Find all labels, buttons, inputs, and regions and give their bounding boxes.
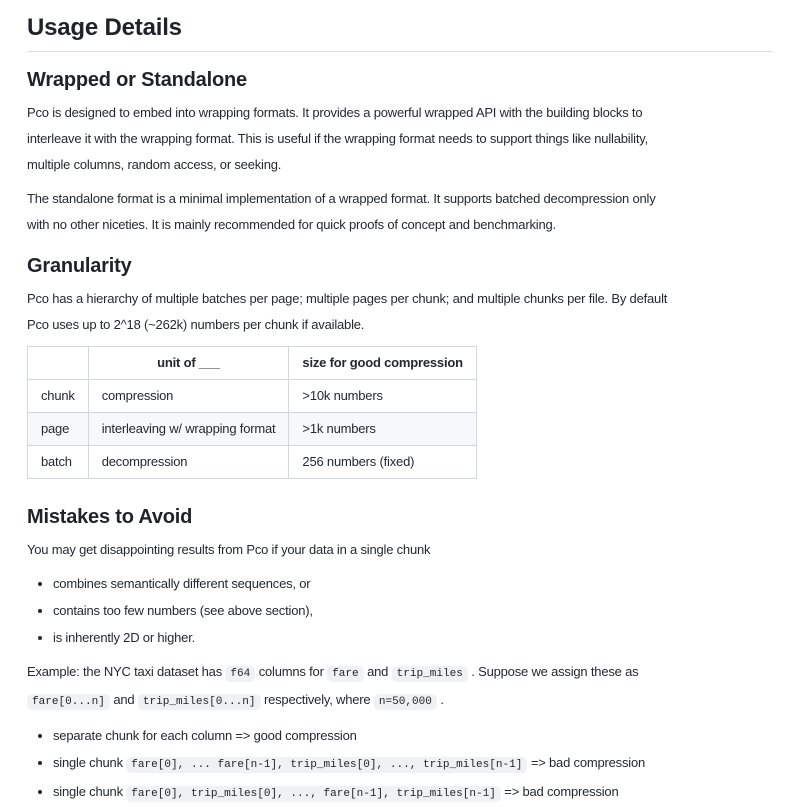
paragraph-wrapped-1 (27, 100, 773, 178)
text-line: You may get disappointing results from Pco if your data in a single chunk (27, 542, 431, 557)
paragraph-example (27, 659, 773, 715)
inline-code-interleaved-sequence-2: fare[0], trip_miles[0], ..., fare[n-1], trip_miles[n-1] (126, 786, 501, 802)
granularity-table (27, 346, 477, 479)
text-segment: Example: the NYC taxi dataset has (27, 664, 226, 679)
table-cell: decompression (88, 446, 289, 479)
mistakes-bullet-list (27, 571, 773, 651)
table-header-row (28, 347, 477, 380)
table-cell: >10k numbers (289, 380, 476, 413)
text-line: interleave it with the wrapping format. This is useful if the wrapping format needs to support things like nullability, (27, 131, 648, 146)
list-item (53, 779, 773, 807)
inline-code-trip-miles: trip_miles (392, 666, 468, 682)
text-line: multiple columns, random access, or seeking. (27, 157, 282, 172)
inline-code-interleaved-sequence-1: fare[0], ... fare[n-1], trip_miles[0], ..., trip_miles[n-1] (126, 757, 527, 773)
paragraph-mistakes-intro (27, 537, 773, 563)
table-cell: compression (88, 380, 289, 413)
list-item: • contains too few numbers (see above section), (53, 598, 773, 624)
text-segment: and (109, 692, 138, 707)
list-item: • combines semantically different sequences, or (53, 571, 773, 597)
chunk-strategy-bullet-list (27, 723, 773, 807)
table-cell: chunk (28, 380, 89, 413)
text-segment: and (363, 664, 392, 679)
table-header-cell-blank (28, 347, 89, 380)
table-cell: >1k numbers (289, 413, 476, 446)
text-line: with no other niceties. It is mainly recommended for quick proofs of concept and benchmarking. (27, 217, 556, 232)
text-line: Pco has a hierarchy of multiple batches per page; multiple pages per chunk; and multiple chunks per file. By default (27, 291, 668, 306)
text-segment: single chunk (53, 784, 127, 799)
list-item: • is inherently 2D or higher. (53, 625, 773, 651)
text-line: Pco uses up to 2^18 (~262k) numbers per chunk if available. (27, 317, 365, 332)
list-item: • separate chunk for each column => good compression (53, 723, 773, 749)
inline-code-f64: f64 (225, 666, 255, 682)
page-title: Usage Details (27, 13, 773, 52)
section-heading-mistakes-to-avoid: Mistakes to Avoid (27, 506, 193, 528)
table-cell: batch (28, 446, 89, 479)
inline-code-fare: fare (327, 666, 364, 682)
text-line (27, 687, 773, 715)
table-row-batch (28, 446, 477, 479)
inline-code-n-value: n=50,000 (374, 694, 437, 710)
text-segment: single chunk (53, 755, 127, 770)
text-segment: respectively, where (260, 692, 374, 707)
table-cell: 256 numbers (fixed) (289, 446, 476, 479)
paragraph-granularity (27, 286, 773, 338)
text-line (27, 659, 773, 687)
table-cell: page (28, 413, 89, 446)
table-cell: interleaving w/ wrapping format (88, 413, 289, 446)
text-segment: columns for (255, 664, 328, 679)
text-segment: . Suppose we assign these as (467, 664, 639, 679)
text-segment: => bad compression (527, 755, 646, 770)
section-heading-granularity: Granularity (27, 255, 132, 277)
text-line: Pco is designed to embed into wrapping formats. It provides a powerful wrapped API with the building blocks to (27, 105, 643, 120)
table-row-page (28, 413, 477, 446)
inline-code-fare-range: fare[0...n] (27, 694, 110, 710)
paragraph-standalone (27, 186, 773, 238)
text-segment: => bad compression (500, 784, 619, 799)
table-header-cell-unit-of: unit of ___ (88, 347, 289, 380)
text-segment: . (436, 692, 444, 707)
table-row-chunk (28, 380, 477, 413)
inline-code-trip-miles-range: trip_miles[0...n] (138, 694, 261, 710)
text-line: The standalone format is a minimal implementation of a wrapped format. It supports batched decompression only (27, 191, 656, 206)
table-header-cell-size: size for good compression (289, 347, 476, 380)
section-heading-wrapped-or-standalone: Wrapped or Standalone (27, 69, 247, 91)
list-item (53, 750, 773, 778)
